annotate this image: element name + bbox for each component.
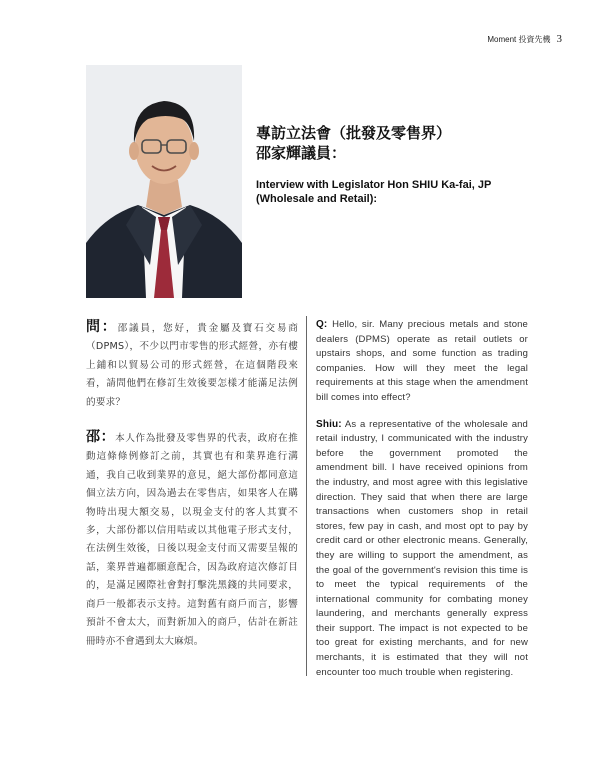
article-title [256, 123, 546, 206]
page-number: 3 [556, 33, 562, 45]
title-english: Interview with Legislator Hon SHIU Ka-fai, JP (Wholesale and Retail): [256, 179, 492, 205]
chinese-question [86, 318, 298, 412]
title-chinese-line1: 專訪立法會（批發及零售界） [256, 124, 452, 142]
question-text-zh: 邵議員，您好，貴金屬及寶石交易商（DPMS），不少以門市零售的形式經營，亦有樓上鋪和以貿易公司的形式經營，在這個階段來看，請問他們在修訂生效後要怎樣才能滿足法例的要求？ [86, 323, 299, 408]
chinese-column [86, 318, 298, 667]
chinese-answer [86, 428, 298, 651]
english-column [316, 318, 528, 692]
column-divider [306, 316, 307, 676]
title-chinese-line2: 邵家輝議員： [256, 144, 347, 162]
publication-name: Moment 投資先機 [487, 35, 551, 44]
question-marker-zh: 問： [86, 319, 118, 335]
answer-text-zh: 本人作為批發及零售界的代表，政府在推動這條條例修訂之前，其實也有和業界進行溝通，我自己收到業界的意見，絕大部份都同意這個立法方向，因為過去在零售店，如果客人在購物時出現大額交易，以現金支付的客人其實不多，大部份都以信用咭或以其他電子形式支付，在法例生效後，日後以現金支付而又需要呈報的話，業界普遍都願意配合，因為政府這次修訂目的，是滿足國際社會對打擊洗黑錢的共同要求，商戶一般都表示支持。這對舊有商戶而言，影響預計不會太大，而對新加入的商戶，估計在新註冊時亦不會遇到太大麻煩。 [86, 433, 298, 647]
answer-marker-zh: 邵： [86, 429, 116, 446]
answer-text-en: As a representative of the wholesale and retail industry, I communicated with the industry before the government promoted the amendment bill. I have received opinions from the industry, and most agree with this legislative direction. They said that when there are large transactions when customers shop in retail stores, few pay in cash, and most opt to pay by credit card or other electronic means. Generally, they are willing to support the amendment, as the goal of the government's revision this time is to meet the typical requirements of the international community for combating money laundering, and merchants generally express their support. The impact is not expected to be too great for existing merchants, and for new merchants, it is estimated that they will not encounter too much trouble when registering. [316, 418, 528, 678]
question-marker-en: Q: [316, 319, 328, 330]
english-question [316, 318, 528, 406]
portrait-photo [86, 65, 242, 298]
question-text-en: Hello, sir. Many precious metals and stone dealers (DPMS) operate as retail outlets or upstairs shops, and some function as trading companies. How will they meet the legal requirements at this stage when the amendment bill comes into effect? [316, 319, 528, 403]
answer-marker-en: Shiu: [316, 418, 342, 430]
page-header [487, 33, 562, 45]
english-answer [316, 418, 528, 681]
